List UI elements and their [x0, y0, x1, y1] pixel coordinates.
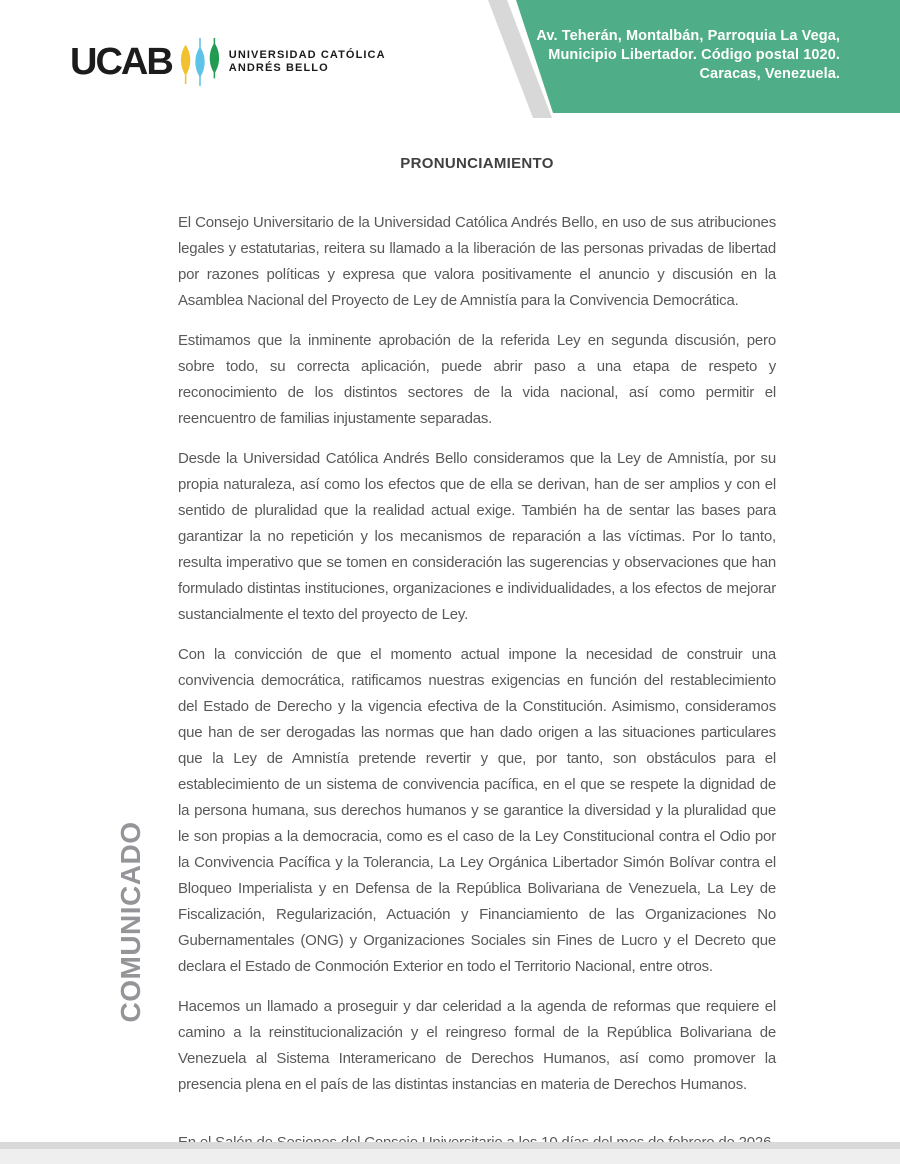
- footer-bar: [0, 1142, 900, 1164]
- paragraph: Con la convicción de que el momento actual impone la necesidad de construir una convivencia democrática, ratificamos nuestras exigencias en función del restablecimiento del Estado de Derecho y la vigencia efectiva de la Constitución. Asimismo, consideramos que han de ser derogadas las normas que han dado origen a las situaciones particulares que la Ley de Amnistía pretende revertir y que, por tanto, son obstáculos para el establecimiento de un sistema de convivencia pacífica, en el que se respete la dignidad de la persona humana, sus derechos humanos y se garantice la diversidad y la pluralidad que le son propias a la democracia, como es el caso de la Ley Constitucional contra el Odio por la Convivencia Pacífica y la Tolerancia, La Ley Orgánica Libertador Simón Bolívar contra el Bloqueo Imperialista y en Defensa de la República Bolivariana de Venezuela, La Ley de Fiscalización, Regularización, Actuación y Financiamiento de las Organizaciones No Gubernamentales (ONG) y Organizaciones Sociales sin Fines de Lucro y el Decreto que declara el Estado de Conmoción Exterior en todo el Territorio Nacional, entre otros.: [178, 646, 776, 975]
- ucab-acronym: UCAB: [70, 41, 172, 83]
- address-line-1: Av. Teherán, Montalbán, Parroquia La Vega,: [536, 28, 840, 44]
- leaf-yellow: [181, 45, 190, 84]
- document-content: [178, 155, 776, 1164]
- paragraph: Desde la Universidad Católica Andrés Bello consideramos que la Ley de Amnistía, por su propia naturaleza, así como los efectos que de ella se derivan, han de ser amplios y con el sentido de pluralidad que la realidad actual exige. También ha de sentar las bases para garantizar la no repetición y los mecanismos de reparación a las víctimas. Por lo tanto, resulta imperativo que se tomen en consideración las sugerencias y observaciones que han formulado distintas instituciones, organizaciones e individualidades, a los efectos de mejorar sustancialmente el texto del proyecto de Ley.: [178, 450, 776, 623]
- document-title: PRONUNCIAMIENTO: [400, 155, 554, 172]
- header-address: [536, 27, 840, 84]
- ucab-leaves-icon: [177, 38, 223, 86]
- leaf-green: [210, 38, 219, 78]
- comunicado-watermark: COMUNICADO: [115, 821, 146, 1023]
- address-line-2: Municipio Libertador. Código postal 1020.: [548, 47, 840, 63]
- ucab-logo: [70, 38, 386, 86]
- university-name: [229, 49, 386, 76]
- address-line-3: Caracas, Venezuela.: [699, 66, 840, 82]
- paragraph: Estimamos que la inminente aprobación de la referida Ley en segunda discusión, pero sobre todo, su correcta aplicación, puede abrir paso a una etapa de respeto y reconocimiento de los distintos sectores de la vida nacional, así como permitir el reencuentro de familias injustamente separadas.: [178, 332, 776, 427]
- university-name-line-1: UNIVERSIDAD CATÓLICA: [228, 48, 386, 61]
- university-name-line-2: ANDRÉS BELLO: [228, 62, 329, 74]
- leaf-blue: [195, 38, 204, 86]
- paragraph: Hacemos un llamado a proseguir y dar celeridad a la agenda de reformas que requiere el camino a la reinstitucionalización y el reingreso formal de la República Bolivariana de Venezuela al Sistema Interamericano de Derechos Humanos, así como promover la presencia plena en el país de las distintas instancias en materia de Derechos Humanos.: [178, 998, 776, 1093]
- paragraph: El Consejo Universitario de la Universidad Católica Andrés Bello, en uso de sus atribuciones legales y estatutarias, reitera su llamado a la liberación de las personas privadas de libertad por razones políticas y expresa que valora positivamente el anuncio y discusión en la Asamblea Nacional del Proyecto de Ley de Amnistía para la Convivencia Democrática.: [178, 214, 776, 309]
